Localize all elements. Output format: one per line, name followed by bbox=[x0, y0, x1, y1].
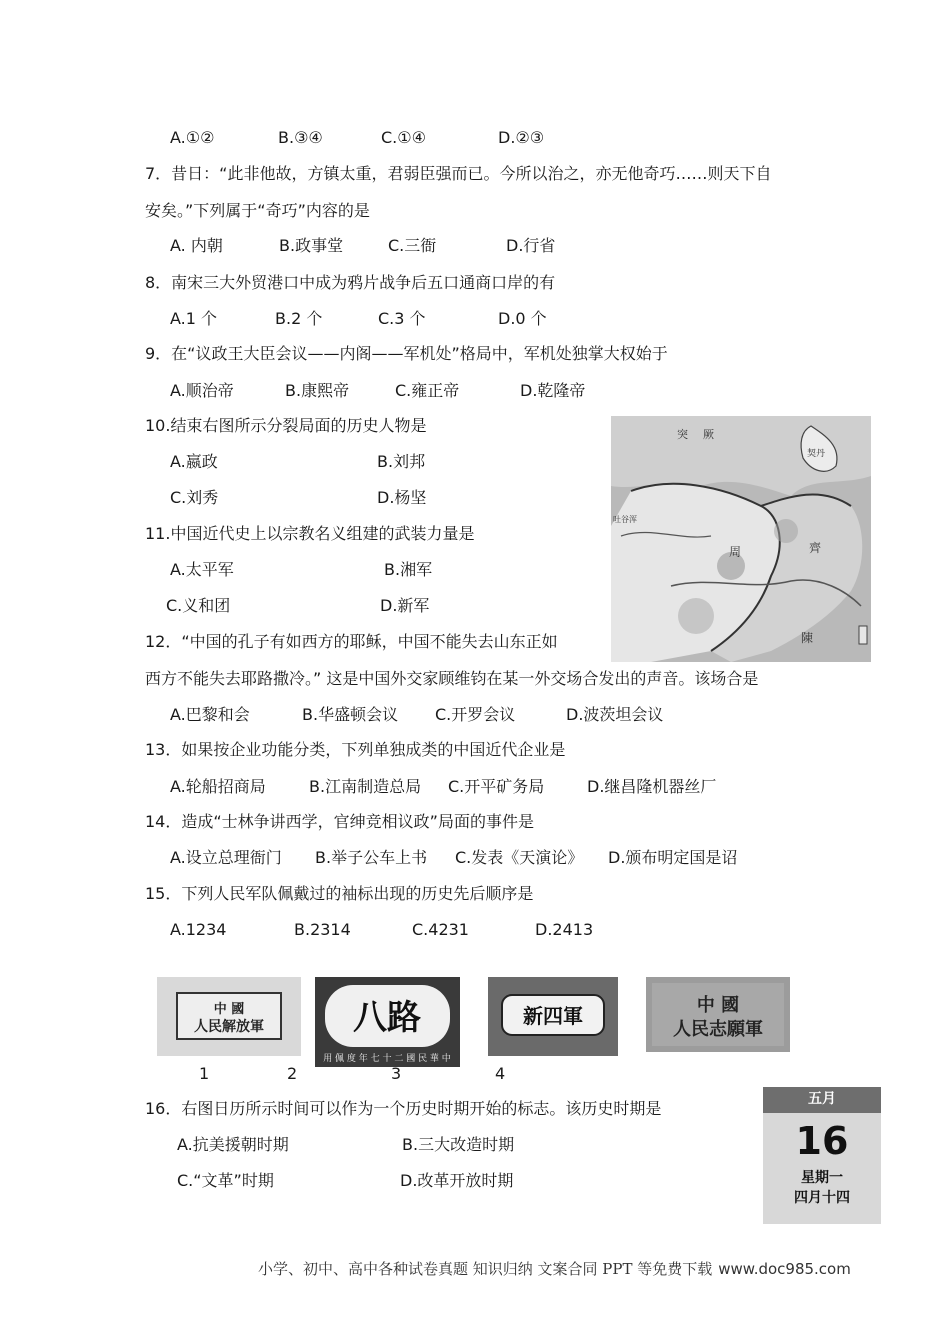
q7-stem-line1: 7．昔日：“此非他故，方镇太重，君弱臣强而已。今所以治之，亦无他奇巧……则天下自 bbox=[145, 164, 772, 183]
armband-1-line1: 中 國 bbox=[213, 1002, 245, 1017]
q8-option-d: D.0 个 bbox=[498, 309, 547, 328]
q16-option-b: B.三大改造时期 bbox=[402, 1135, 515, 1154]
q14-option-d: D.颁布明定国是诏 bbox=[608, 848, 738, 867]
q7-stem-line2: 安矣。”下列属于“奇巧”内容的是 bbox=[145, 201, 370, 220]
footer-text: 小学、初中、高中各种试卷真题 知识归纳 文案合同 PPT 等免费下载 bbox=[258, 1260, 713, 1278]
armband-4-line2: 人民志願軍 bbox=[673, 1019, 763, 1040]
calendar-month: 五月 bbox=[763, 1087, 881, 1113]
map-label-jue: 厥 bbox=[703, 428, 714, 441]
q10-option-d: D.杨坚 bbox=[377, 488, 427, 507]
map-label-qi: 齊 bbox=[809, 541, 822, 555]
map-label-tu: 突 bbox=[677, 428, 688, 441]
q12-stem-line1: 12．“中国的孔子有如西方的耶稣，中国不能失去山东正如 bbox=[145, 632, 558, 651]
armband-2-line1: 八路 bbox=[353, 998, 421, 1038]
q9-option-b: B.康熙帝 bbox=[285, 381, 350, 400]
armband-2-line2: 用 佩 度 年 七 十 二 國 民 華 中 bbox=[323, 1054, 451, 1064]
q15-option-d: D.2413 bbox=[535, 920, 594, 939]
q8-option-a: A.1 个 bbox=[170, 309, 218, 328]
map-label-tuyuhun: 吐谷浑 bbox=[613, 515, 637, 524]
footer-url[interactable]: www.doc985.com bbox=[718, 1260, 851, 1278]
q7-option-a: A. 内朝 bbox=[170, 236, 223, 255]
q6-option-a: A.①② bbox=[170, 128, 215, 147]
q15-option-b: B.2314 bbox=[294, 920, 351, 939]
q10-stem: 10.结束右图所示分裂局面的历史人物是 bbox=[145, 416, 427, 435]
armband-image-4 bbox=[646, 977, 790, 1052]
armband-number-3: 3 bbox=[391, 1064, 402, 1083]
q9-option-d: D.乾隆帝 bbox=[520, 381, 586, 400]
q14-option-b: B.举子公车上书 bbox=[315, 848, 428, 867]
q6-option-c: C.①④ bbox=[381, 128, 426, 147]
q15-option-c: C.4231 bbox=[412, 920, 469, 939]
q12-option-a: A.巴黎和会 bbox=[170, 705, 250, 724]
q14-option-c: C.发表《天演论》 bbox=[455, 848, 584, 867]
q10-option-c: C.刘秀 bbox=[170, 488, 219, 507]
q12-option-d: D.波茨坦会议 bbox=[566, 705, 664, 724]
q13-option-c: C.开平矿务局 bbox=[448, 777, 545, 796]
q12-option-c: C.开罗会议 bbox=[435, 705, 516, 724]
q16-option-c: C.“文革”时期 bbox=[177, 1171, 274, 1190]
calendar-day: 16 bbox=[795, 1119, 849, 1163]
q11-option-c: C.义和团 bbox=[166, 596, 231, 615]
armband-number-1: 1 bbox=[199, 1064, 210, 1083]
q15-option-a: A.1234 bbox=[170, 920, 227, 939]
calendar-image bbox=[763, 1087, 881, 1224]
q11-option-d: D.新军 bbox=[380, 596, 430, 615]
q7-option-c: C.三衙 bbox=[388, 236, 437, 255]
q6-option-b: B.③④ bbox=[278, 128, 323, 147]
armband-image-2 bbox=[315, 977, 460, 1067]
armband-4-line1: 中 國 bbox=[696, 995, 740, 1016]
q12-stem-line2: 西方不能失去耶路撒冷。” 这是中国外交家顾维钧在某一外交场合发出的声音。该场合是 bbox=[145, 669, 759, 688]
q16-option-d: D.改革开放时期 bbox=[400, 1171, 514, 1190]
q9-option-c: C.雍正帝 bbox=[395, 381, 460, 400]
armband-number-4: 4 bbox=[495, 1064, 506, 1083]
q12-option-b: B.华盛顿会议 bbox=[302, 705, 399, 724]
calendar-lunar-date: 四月十四 bbox=[794, 1190, 850, 1206]
q16-stem: 16．右图日历所示时间可以作为一个历史时期开始的标志。该历史时期是 bbox=[145, 1099, 662, 1118]
armband-1-line2: 人民解放軍 bbox=[194, 1019, 264, 1035]
armband-3-line1: 新四軍 bbox=[523, 1004, 583, 1028]
q14-stem: 14．造成“士林争讲西学，官绅竞相议政”局面的事件是 bbox=[145, 812, 534, 831]
armband-image-1 bbox=[157, 977, 301, 1056]
q13-option-d: D.继昌隆机器丝厂 bbox=[587, 777, 717, 796]
q13-option-a: A.轮船招商局 bbox=[170, 777, 266, 796]
q8-option-b: B.2 个 bbox=[275, 309, 323, 328]
q11-option-a: A.太平军 bbox=[170, 560, 234, 579]
page-footer bbox=[258, 1258, 851, 1279]
q7-option-b: B.政事堂 bbox=[279, 236, 344, 255]
q13-stem: 13．如果按企业功能分类，下列单独成类的中国近代企业是 bbox=[145, 740, 566, 759]
q8-stem: 8．南宋三大外贸港口中成为鸦片战争后五口通商口岸的有 bbox=[145, 273, 556, 292]
armband-image-3 bbox=[488, 977, 618, 1056]
armband-number-2: 2 bbox=[287, 1064, 298, 1083]
q11-stem: 11.中国近代史上以宗教名义组建的武装力量是 bbox=[145, 524, 475, 543]
q10-option-b: B.刘邦 bbox=[377, 452, 426, 471]
q16-option-a: A.抗美援朝时期 bbox=[177, 1135, 289, 1154]
map-label-chen: 陳 bbox=[801, 631, 814, 645]
q6-option-d: D.②③ bbox=[498, 128, 545, 147]
q13-option-b: B.江南制造总局 bbox=[309, 777, 422, 796]
q11-option-b: B.湘军 bbox=[384, 560, 433, 579]
q8-option-c: C.3 个 bbox=[378, 309, 426, 328]
map-label-qidan: 契丹 bbox=[807, 449, 826, 459]
q14-option-a: A.设立总理衙门 bbox=[170, 848, 282, 867]
northern-zhou-qi-chen-map bbox=[611, 416, 871, 662]
calendar-weekday: 星期一 bbox=[801, 1170, 843, 1186]
map-label-zhou: 周 bbox=[729, 545, 742, 559]
q9-stem: 9．在“议政王大臣会议——内阁——军机处”格局中，军机处独掌大权始于 bbox=[145, 344, 668, 363]
q15-stem: 15．下列人民军队佩戴过的袖标出现的历史先后顺序是 bbox=[145, 884, 534, 903]
q10-option-a: A.嬴政 bbox=[170, 452, 218, 471]
q7-option-d: D.行省 bbox=[506, 236, 556, 255]
q9-option-a: A.顺治帝 bbox=[170, 381, 234, 400]
